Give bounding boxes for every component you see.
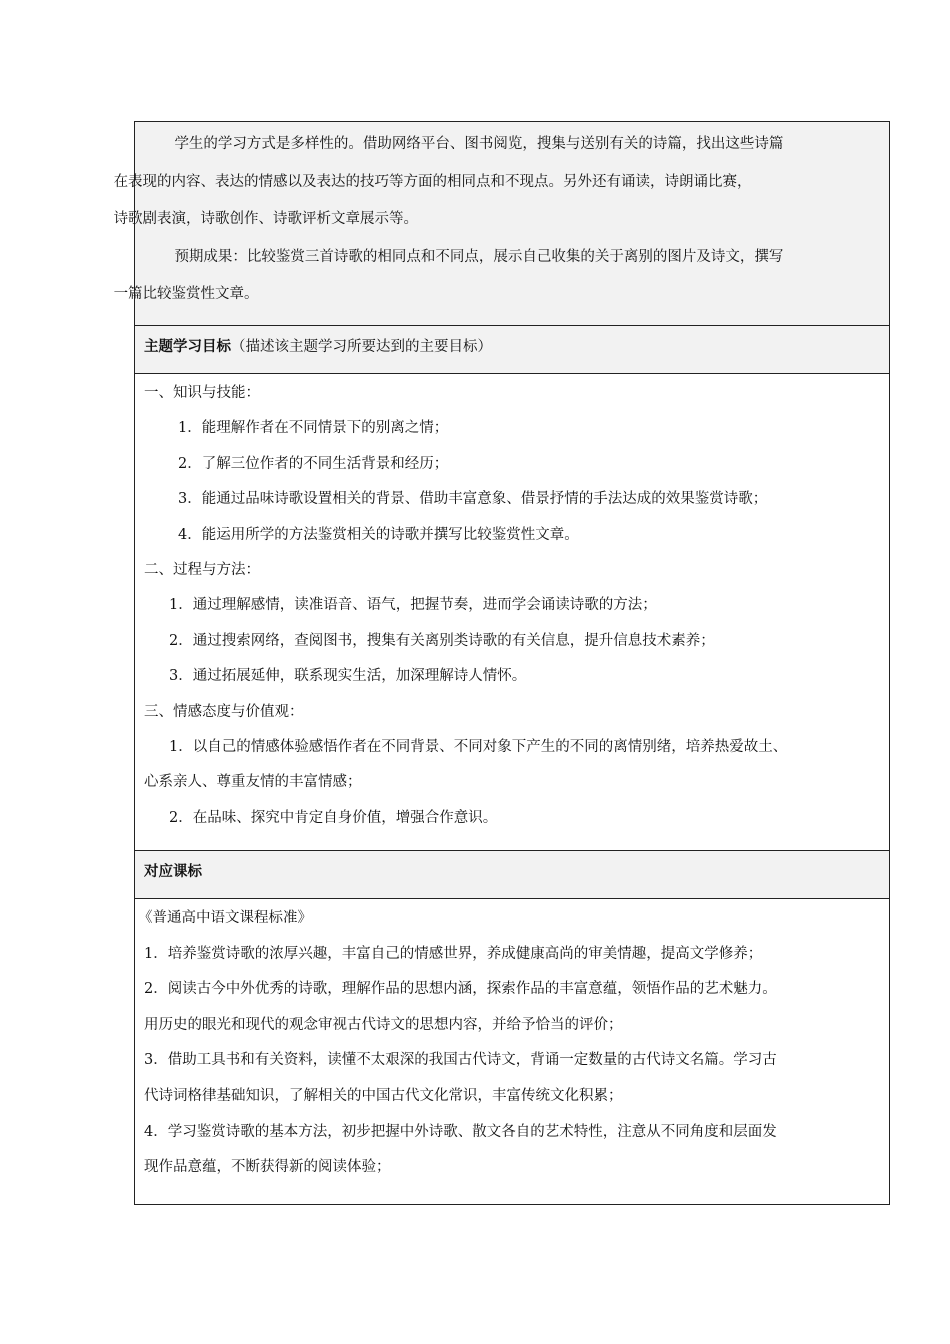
standard-item: 1．培养鉴赏诗歌的浓厚兴趣，丰富自己的情感世界，养成健康高尚的审美情趣，提高文学修养；	[144, 945, 763, 962]
standard-item: 3．借助工具书和有关资料，读懂不太艰深的我国古代诗文，背诵一定数量的古代诗文名篇。学习古	[144, 1052, 777, 1069]
standard-item: 2．阅读古今中外优秀的诗歌，理解作品的思想内涵，探索作品的丰富意蕴，领悟作品的艺术魅力。	[144, 981, 777, 998]
standards-document-title: 《普通高中语文课程标准》	[138, 910, 312, 926]
goal-item: 1．能理解作者在不同情景下的别离之情；	[178, 420, 449, 437]
expected-outcome-paragraph: 预期成果：比较鉴赏三首诗歌的相同点和不同点，展示自己收集的关于离别的图片及诗文，撰写 一篇比较鉴赏性文章。	[113, 248, 784, 302]
process-heading: 二、过程与方法：	[144, 562, 260, 579]
goal-item: 4．能运用所学的方法鉴赏相关的诗歌并撰写比较鉴赏性文章。	[178, 526, 579, 543]
goals-header	[135, 325, 889, 373]
goal-item: 3．能通过品味诗歌设置相关的背景、借助丰富意象、借景抒情的手法达成的效果鉴赏诗歌；	[178, 491, 768, 508]
standards-title: 对应课标	[144, 864, 202, 880]
goal-item: 1．通过理解感情，读准语音、语气，把握节奏，进而学会诵读诗歌的方法；	[169, 597, 657, 614]
goal-item: 1．以自己的情感体验感悟作者在不同背景、不同对象下产生的不同的离情别绪，培养热爱故土、	[169, 739, 788, 756]
goals-cell	[135, 373, 889, 850]
standard-item-continued: 现作品意蕴，不断获得新的阅读体验；	[144, 1159, 391, 1176]
goal-item: 2．了解三位作者的不同生活背景和经历；	[178, 455, 449, 472]
goal-item: 3．通过拓展延伸，联系现实生活，加深理解诗人情怀。	[169, 668, 527, 685]
knowledge-heading: 一、知识与技能：	[144, 385, 260, 401]
goal-item: 2．通过搜索网络，查阅图书，搜集有关离别类诗歌的有关信息，提升信息技术素养；	[169, 632, 715, 649]
standard-item: 4．学习鉴赏诗歌的基本方法，初步把握中外诗歌、散文各自的艺术特性，注意从不同角度和层面发	[144, 1123, 777, 1140]
standards-header	[135, 850, 889, 898]
learning-methods-cell	[113, 122, 889, 325]
standard-item-continued: 用历史的眼光和现代的观念审视古代诗文的思想内容，并给予恰当的评价；	[144, 1016, 623, 1033]
goals-title: 主题学习目标	[144, 339, 231, 355]
standards-cell	[135, 898, 889, 1204]
goals-note: （描述该主题学习所要达到的主要目标）	[231, 339, 492, 355]
goal-item: 2．在品味、探究中肯定自身价值，增强合作意识。	[169, 809, 498, 826]
standard-item-continued: 代诗词格律基础知识，了解相关的中国古代文化常识，丰富传统文化积累；	[144, 1087, 623, 1104]
attitude-heading: 三、情感态度与价值观：	[144, 703, 304, 720]
lesson-plan-table	[113, 121, 890, 1205]
learning-methods-paragraph: 学生的学习方式是多样性的。借助网络平台、图书阅览，搜集与送别有关的诗篇，找出这些诗篇 在表现的内容、表达的情感以及表达的技巧等方面的相同点和不现点。另外还有诵读，诗朗诵比赛， 诗歌剧表演，诗歌创作、诗歌评析文章展示等。	[113, 136, 784, 227]
goal-item-continued: 心系亲人、尊重友情的丰富情感；	[144, 774, 362, 791]
